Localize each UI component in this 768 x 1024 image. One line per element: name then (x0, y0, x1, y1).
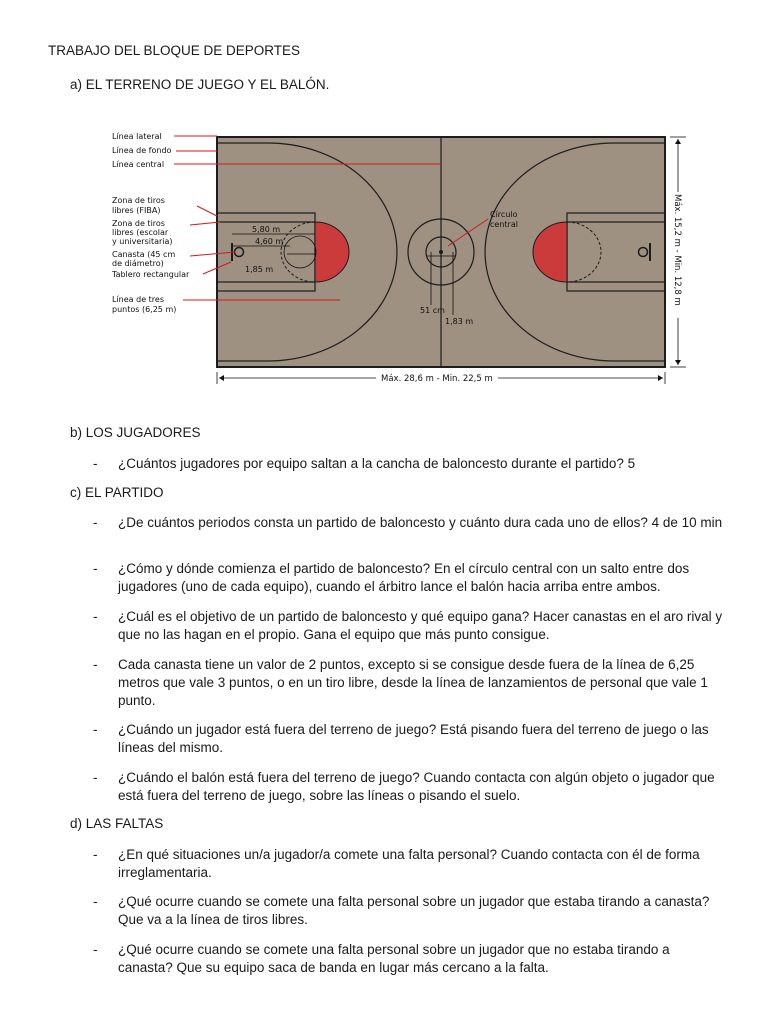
list-item: ¿Cuándo un jugador está fuera del terreno de juego? Está pisando fuera del terreno de juego o las líneas del mismo. (118, 722, 709, 755)
section-a-heading: a) EL TERRENO DE JUEGO Y EL BALÓN. (70, 77, 330, 92)
list-item: ¿Cómo y dónde comienza el partido de baloncesto? En el círculo central con un salto entre dos jugadores (uno de cada equipo), cuando el árbitro lance el balón hacia arriba entre ambos. (118, 561, 690, 594)
dim-width-label: Máx. 15,2 m - Min. 12,8 m (672, 194, 682, 306)
dim-183-label: 1,83 m (445, 317, 474, 326)
list-item: ¿Qué ocurre cuando se comete una falta personal sobre un jugador que estaba tirando a canasta? Que va a la línea de tiros libres. (118, 894, 710, 927)
dim-580-label: 5,80 m (252, 225, 281, 234)
basketball-court-diagram (0, 0, 768, 400)
label-zona-fiba-2: libres (FIBA) (112, 206, 161, 215)
bullet-dash: - (93, 456, 98, 471)
bullet-dash: - (93, 942, 98, 957)
label-circulo-central: Círculo (490, 210, 518, 219)
label-zona-escolar-2: libres (escolar (112, 228, 169, 237)
bullet-dash: - (93, 894, 98, 909)
list-item: ¿Qué ocurre cuando se comete una falta personal sobre un jugador que no estaba tirando a canasta? Que su equipo saca de banda en lugar más cercano a la falta. (118, 942, 670, 975)
bullet-dash: - (93, 770, 98, 785)
bullet-dash: - (93, 515, 98, 530)
list-item: ¿De cuántos periodos consta un partido de baloncesto y cuánto dura cada uno de ellos? 4 de 10 min (118, 515, 723, 530)
label-linea-lateral: Línea lateral (112, 132, 162, 141)
dim-185-label: 1,85 m (245, 265, 274, 274)
label-circulo-central-2: central (490, 220, 518, 229)
label-canasta: Canasta (45 cm (112, 250, 176, 259)
dim-460-label: 4,60 m (255, 237, 284, 246)
document-title: TRABAJO DEL BLOQUE DE DEPORTES (48, 43, 301, 58)
list-item: ¿Cuándo el balón está fuera del terreno de juego? Cuando contacta con algún objeto o jugador que está fuera del terreno de juego, sobre las líneas o pisando el suelo. (118, 770, 715, 803)
list-item: ¿Cuántos jugadores por equipo saltan a la cancha de baloncesto durante el partido? 5 (118, 456, 636, 471)
center-point (439, 250, 443, 254)
bullet-dash: - (93, 722, 98, 737)
label-linea-central: Línea central (112, 160, 165, 169)
label-linea-tres: Línea de tres (112, 295, 164, 304)
list-item: ¿Cuál es el objetivo de un partido de baloncesto y qué equipo gana? Hacer canastas en el aro rival y que no las hagan en el propio. Gana el equipo que más punto consigue. (118, 609, 723, 642)
label-canasta-2: de diámetro) (112, 259, 164, 268)
dim-length-label: Máx. 28,6 m - Min. 22,5 m (381, 374, 493, 384)
section-d-heading: d) LAS FALTAS (70, 816, 164, 831)
label-zona-escolar: Zona de tiros (112, 219, 165, 228)
label-zona-fiba: Zona de tiros (112, 196, 165, 205)
dim-51-label: 51 cm (420, 306, 445, 315)
section-c-heading: c) EL PARTIDO (70, 485, 164, 500)
label-zona-escolar-3: y universitaria) (112, 237, 173, 246)
bullet-dash: - (93, 657, 98, 672)
bullet-dash: - (93, 561, 98, 576)
bullet-dash: - (93, 847, 98, 862)
list-item: Cada canasta tiene un valor de 2 puntos, excepto si se consigue desde fuera de la línea de 6,25 metros que vale 3 puntos, o en un tiro libre, desde la línea de lanzamientos de personal que vale 1 punto. (118, 657, 708, 708)
section-b-heading: b) LOS JUGADORES (70, 425, 201, 440)
label-linea-tres-2: puntos (6,25 m) (112, 305, 177, 314)
label-linea-fondo: Línea de fondo (112, 146, 172, 155)
label-tablero: Tablero rectangular (112, 270, 190, 279)
list-item: ¿En qué situaciones un/a jugador/a comete una falta personal? Cuando contacta con él de forma irreglamentaria. (118, 847, 700, 880)
bullet-dash: - (93, 609, 98, 624)
